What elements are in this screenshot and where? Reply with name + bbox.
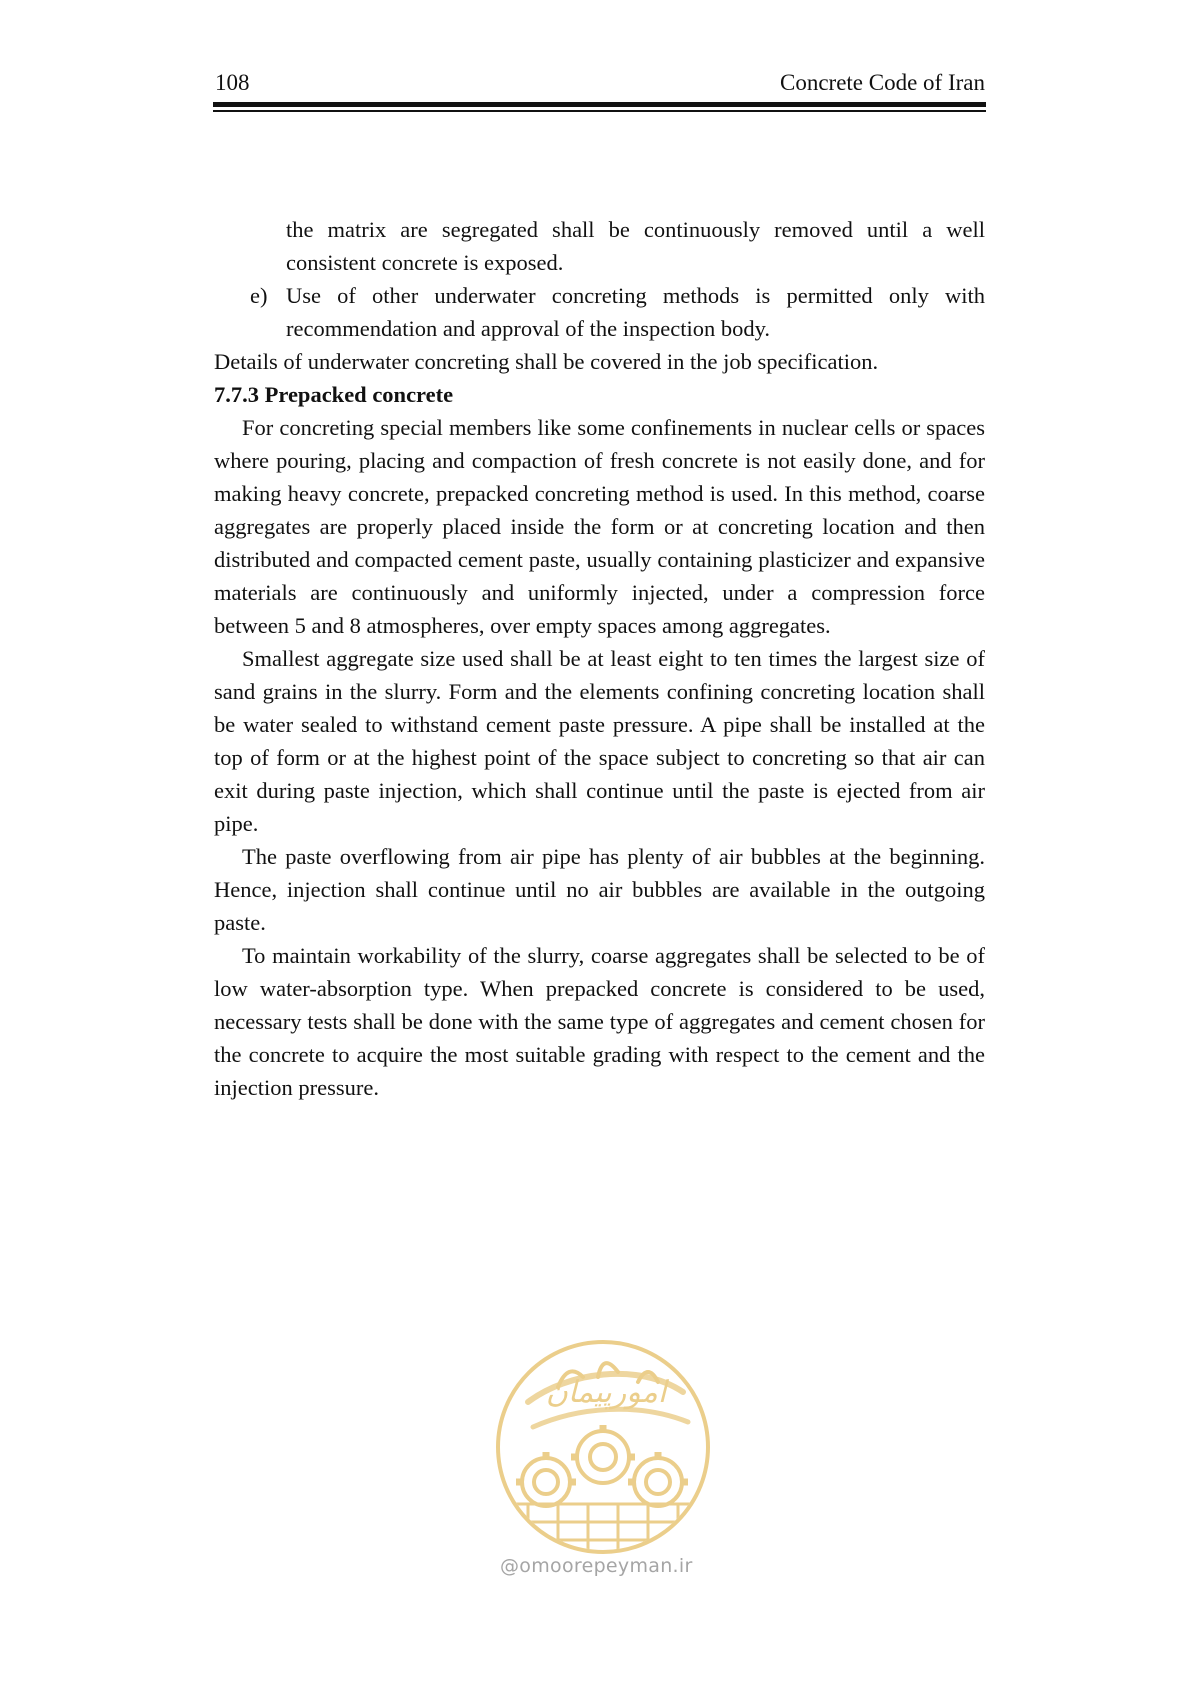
- paragraph: Smallest aggregate size used shall be at least eight to ten times the largest size of sand grains in the slurry. Form and the elements confining concreting location shall be water sealed to withstand cement paste pressure. A pipe shall be installed at the top of form or at the highest point of the space subject to concreting so that air can exit during paste injection, which shall continue until the paste is ejected from air pipe.: [214, 646, 985, 836]
- header-rule-thin: [213, 110, 986, 112]
- page-number: 108: [215, 70, 250, 95]
- details-note: Details of underwater concreting shall be covered in the job specification.: [214, 349, 879, 374]
- list-item-e: [214, 279, 985, 345]
- list-item-text: Use of other underwater concreting methods is permitted only with recommendation and approval of the inspection body.: [286, 283, 985, 341]
- section-heading: 7.7.3 Prepacked concrete: [214, 382, 454, 407]
- watermark-logo: [488, 1332, 718, 1592]
- paragraph: To maintain workability of the slurry, coarse aggregates shall be selected to be of low water-absorption type. When prepacked concrete is considered to be used, necessary tests shall be done with the same type of aggregates and cement chosen for the concrete to acquire the most suitable grading with respect to the cement and the injection pressure.: [214, 943, 985, 1100]
- header-rule-thick: [213, 102, 986, 107]
- paragraph: For concreting special members like some confinements in nuclear cells or spaces where pouring, placing and compaction of fresh concrete is not easily done, and for making heavy concrete, prepacked concreting method is used. In this method, coarse aggregates are properly placed inside the form or at concreting location and then distributed and compacted cement paste, usually containing plasticizer and expansive materials are continuously and uniformly injected, under a compression force between 5 and 8 atmospheres, over empty spaces among aggregates.: [214, 415, 985, 638]
- page-header: [215, 70, 985, 100]
- watermark-caption: @omoorepeyman.ir: [500, 1555, 693, 1577]
- paragraph: The paste overflowing from air pipe has plenty of air bubbles at the beginning. Hence, injection shall continue until no air bubbles are available in the outgoing paste.: [214, 844, 985, 935]
- page-body: [214, 213, 985, 1104]
- running-title: Concrete Code of Iran: [779, 70, 985, 95]
- watermark-logo-text: امورپیمان: [545, 1375, 667, 1410]
- list-marker: e): [250, 283, 268, 308]
- continued-list-text: the matrix are segregated shall be continuously removed until a well consistent concrete is exposed.: [286, 217, 985, 275]
